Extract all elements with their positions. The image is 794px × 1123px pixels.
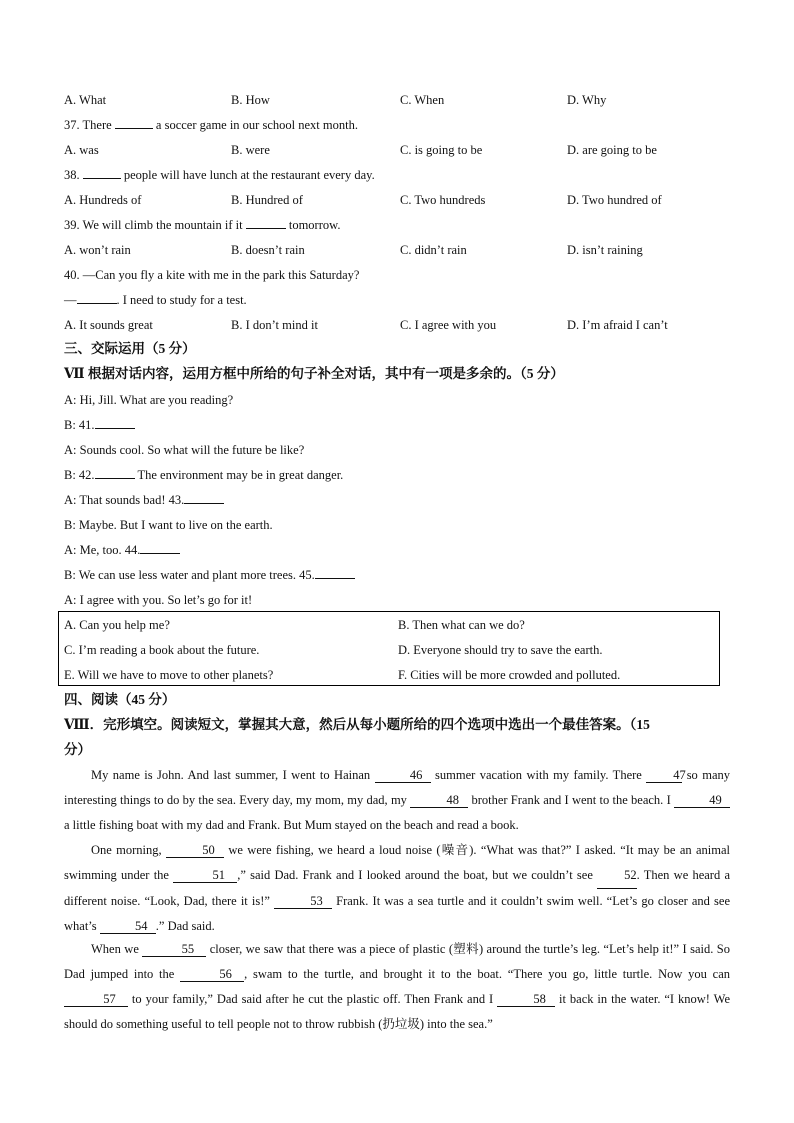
section-8-instruction: Ⅷ．完形填空。阅读短文，掌握其大意，然后从每小题所给的四个选项中选出一个最佳答案。（15 (64, 717, 650, 732)
box-option-f: F. Cities will be more crowded and polluted. (398, 668, 621, 682)
q36-option-a: A. What (64, 93, 107, 107)
q39-option-d: D. isn’t raining (567, 243, 643, 257)
box-option-e: E. Will we have to move to other planets? (64, 668, 274, 682)
box-option-c: C. I’m reading a book about the future. (64, 643, 260, 657)
section-3-heading: 三、交际运用（5 分） (64, 341, 196, 356)
section-7-instruction: Ⅶ 根据对话内容，运用方框中所给的句子补全对话，其中有一项是多余的。（5 分） (64, 366, 564, 381)
question-39: 39. We will climb the mountain if it tomorrow. (64, 218, 341, 232)
dialogue-line-6: B: Maybe. But I want to live on the earth. (64, 518, 273, 532)
q39-option-c: C. didn’t rain (400, 243, 467, 257)
q37-option-b: B. were (231, 143, 270, 157)
dialogue-line-7: A: Me, too. 44. (64, 542, 180, 558)
q38-option-c: C. Two hundreds (400, 193, 486, 207)
q39-option-b: B. doesn’t rain (231, 243, 305, 257)
q37-option-a: A. was (64, 143, 99, 157)
question-40: 40. —Can you fly a kite with me in the park this Saturday? (64, 268, 360, 282)
dialogue-line-2: B: 41. (64, 417, 135, 433)
q39-option-a: A. won’t rain (64, 243, 131, 257)
q37-option-c: C. is going to be (400, 143, 483, 157)
question-38: 38. people will have lunch at the restaurant every day. (64, 168, 375, 182)
box-option-b: B. Then what can we do? (398, 618, 525, 632)
q40-option-d: D. I’m afraid I can’t (567, 318, 668, 332)
q40-option-a: A. It sounds great (64, 318, 153, 332)
q36-option-c: C. When (400, 93, 445, 107)
question-37: 37. There a soccer game in our school next month. (64, 118, 358, 132)
passage-paragraph-1: My name is John. And last summer, I went to Hainan 46 summer vacation with my family. There 47 so many interesting things to do by the sea. Every day, my mom, my dad, my 48 brother Frank and I went to the beach. I 49 a little fishing boat with my dad and Frank. But Mum stayed on the beach and read a book. (64, 768, 731, 832)
q38-option-d: D. Two hundred of (567, 193, 662, 207)
q38-option-b: B. Hundred of (231, 193, 303, 207)
q40-option-c: C. I agree with you (400, 318, 497, 332)
q37-option-d: D. are going to be (567, 143, 657, 157)
q38-option-a: A. Hundreds of (64, 193, 142, 207)
q36-option-d: D. Why (567, 93, 607, 107)
passage-paragraph-3: When we 55 closer, we saw that there was a piece of plastic (塑料) around the turtle’s leg. “Let’s help it!” I said. So Dad jumped into the 56 , swam to the turtle, and brought it to the boat. “There you go, little turtle. Now you can 57 to your family,” Dad said after he cut the plastic off. Then Frank and I 58 it back in the water. “I know! We should do something useful to tell people not to throw rubbish (扔垃圾) into the sea.” (64, 942, 731, 1031)
dialogue-line-1: A: Hi, Jill. What are you reading? (64, 393, 234, 407)
dialogue-line-4: B: 42. The environment may be in great danger. (64, 468, 344, 482)
dialogue-line-3: A: Sounds cool. So what will the future be like? (64, 443, 305, 457)
dialogue-line-9: A: I agree with you. So let’s go for it! (64, 593, 253, 607)
q40-option-b: B. I don’t mind it (231, 318, 318, 332)
box-option-d: D. Everyone should try to save the earth. (398, 643, 603, 657)
box-option-a: A. Can you help me? (64, 618, 170, 632)
passage-paragraph-2: One morning, 50 we were fishing, we heard a loud noise (噪音). “What was that?” I asked. “It may be an animal swimming under the 51 ,” said Dad. Frank and I looked around the boat, but we couldn’t see 52. Then we heard a different noise. “Look, Dad, there it is!” 53 Frank. It was a sea turtle and it couldn’t swim well. “Let’s go closer and see what’s 54 .” Dad said. (64, 843, 731, 933)
section-8-instruction-cont: 分） (64, 742, 91, 757)
dialogue-line-5: A: That sounds bad! 43. (64, 492, 224, 508)
dialogue-line-8: B: We can use less water and plant more trees. 45. (64, 567, 355, 583)
q36-option-b: B. How (231, 93, 270, 107)
section-4-heading: 四、阅读（45 分） (64, 692, 176, 707)
question-40-reply: — . I need to study for a test. (64, 293, 247, 307)
